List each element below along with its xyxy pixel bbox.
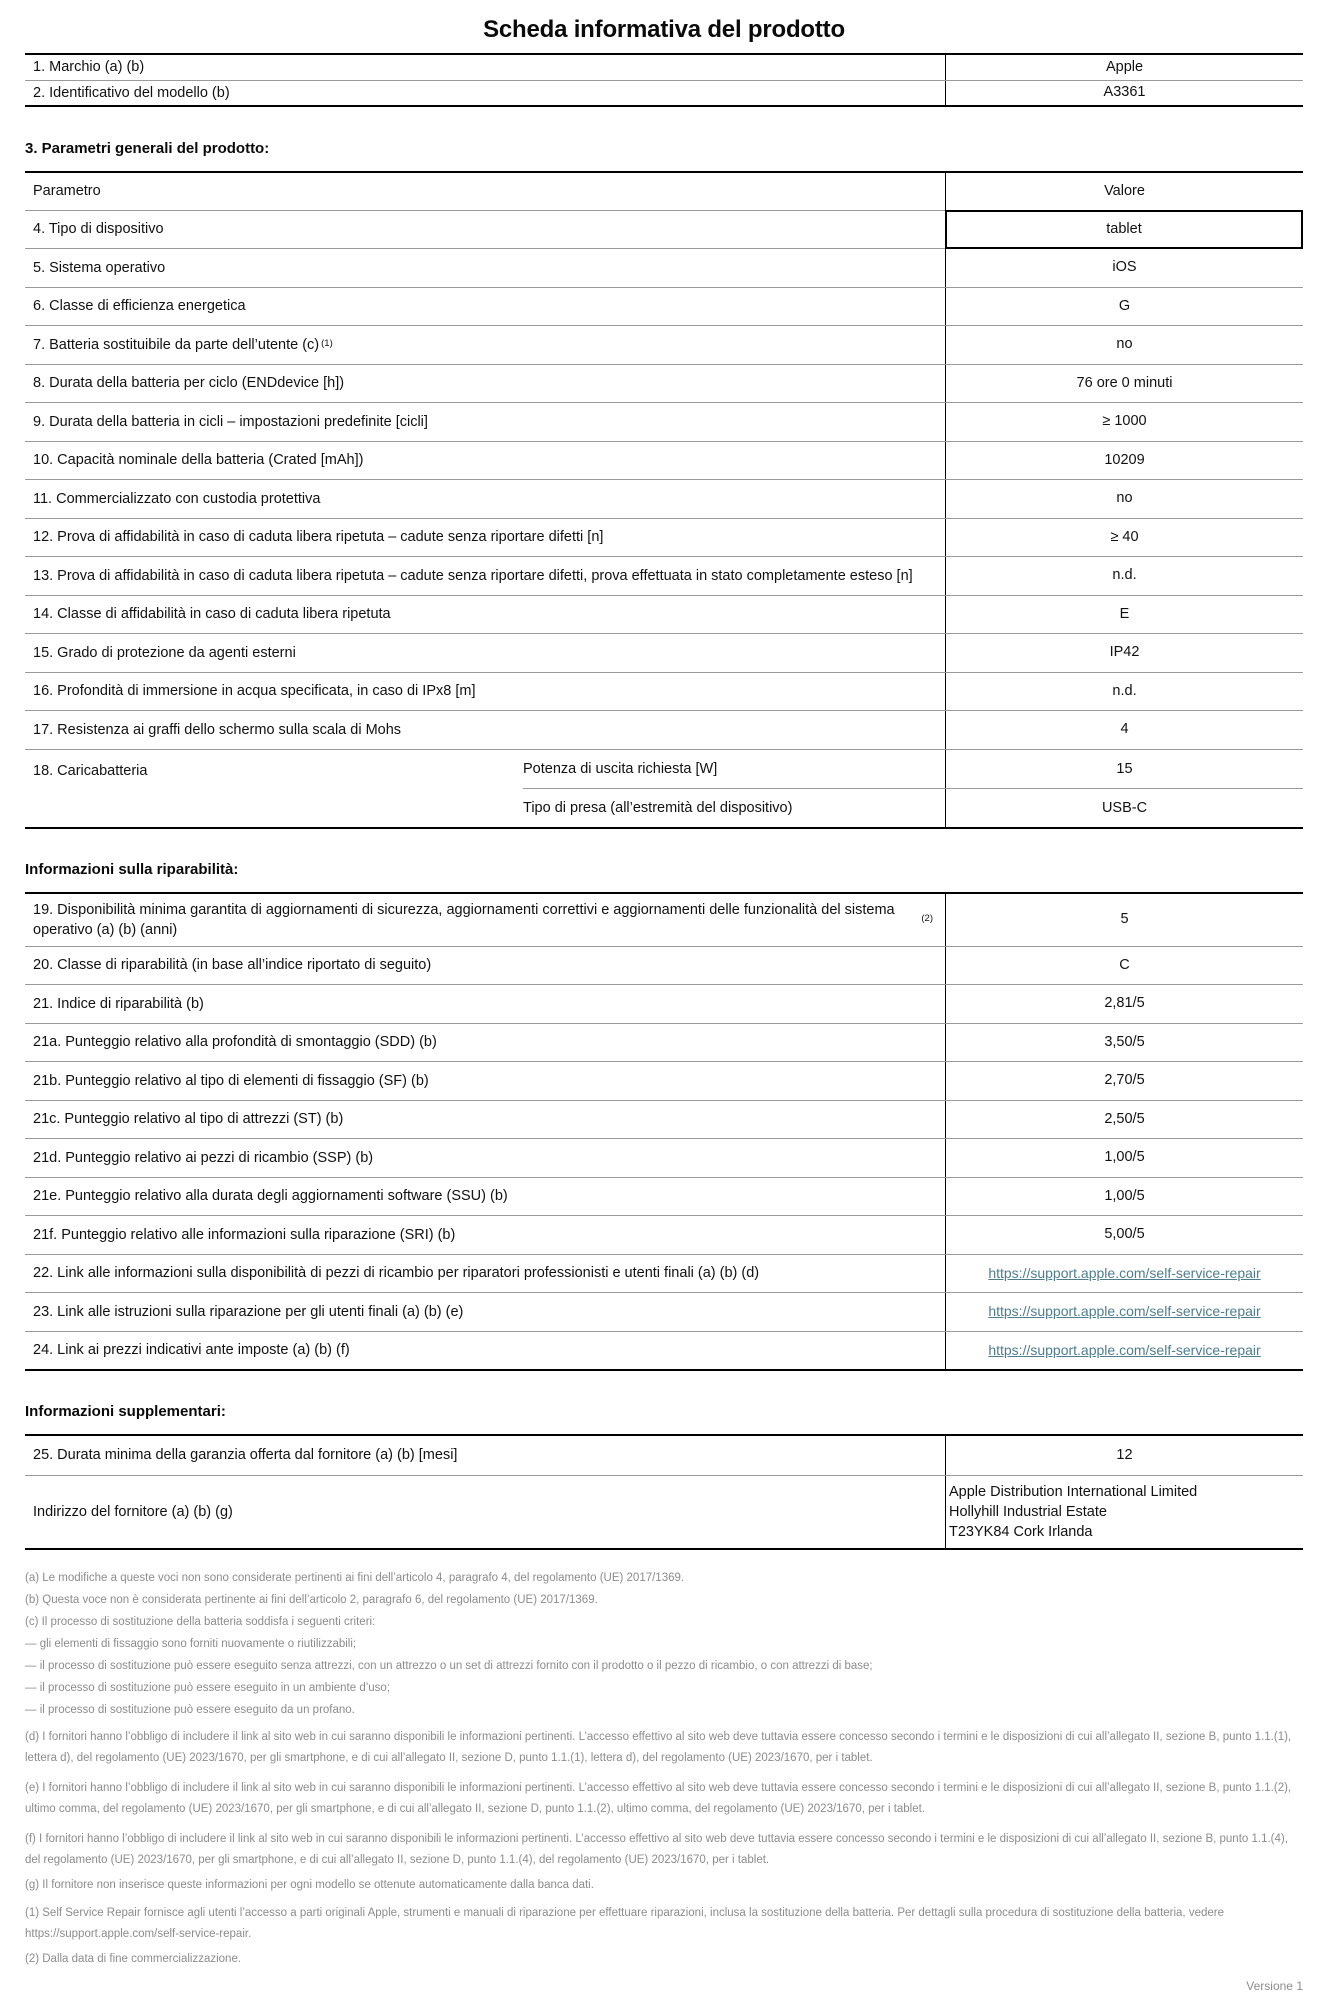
param-value: n.d. <box>945 673 1303 711</box>
table-header-row <box>25 173 1303 210</box>
param-label-text: 19. Disponibilità minima garantita di aggiornamenti di sicurezza, aggiornamenti correttivi e aggiornamenti delle funzionalità del sistema operativo (a) (b) (anni) <box>33 901 895 938</box>
address-line: T23YK84 Cork Irlanda <box>949 1523 1093 1540</box>
param-label: 21b. Punteggio relativo al tipo di elementi di fissaggio (SF) (b) <box>33 1072 429 1089</box>
address-line: Hollyhill Industrial Estate <box>949 1503 1107 1520</box>
param-value: 5,00/5 <box>945 1216 1303 1254</box>
section-heading-supplementary: Informazioni supplementari: <box>25 1403 226 1420</box>
param-value: Apple <box>945 55 1303 80</box>
pretax-prices-link[interactable]: https://support.apple.com/self-service-repair <box>988 1341 1261 1358</box>
param-value: 2,81/5 <box>945 985 1303 1023</box>
param-value: n.d. <box>945 557 1303 595</box>
supplementary-table <box>25 1434 1303 1550</box>
footnote: (a) Le modifiche a queste voci non sono considerate pertinenti ai fini dell’articolo 4, paragrafo 4, del regolamento (UE) 2017/1369. <box>25 1571 685 1584</box>
product-info-sheet <box>0 16 1328 2013</box>
param-label: 21e. Punteggio relativo alla durata degli aggiornamenti software (SSU) (b) <box>33 1188 508 1205</box>
column-header-valore: Valore <box>945 173 1303 210</box>
param-label: 17. Resistenza ai graffi dello schermo sulla scala di Mohs <box>33 721 402 738</box>
table-row <box>25 595 1303 634</box>
footnote: (1) Self Service Repair fornisce agli utenti l’accesso a parti originali Apple, strumenti e manuali di riparazione per effettuare riparazioni, inclusa la sostituzione della batteria. Per dettagli sulla procedura di sostituzione della batteria, vedere https://support.apple.com/self-service-repair. <box>25 1906 1224 1940</box>
param-label: 8. Durata della batteria per ciclo (ENDdevice [h]) <box>33 375 345 392</box>
param-value: USB-C <box>945 789 1303 827</box>
param-value: 3,50/5 <box>945 1024 1303 1062</box>
column-header-parametro: Parametro <box>33 183 101 199</box>
product-id-table <box>25 53 1303 107</box>
table-row <box>25 479 1303 518</box>
footnote: — il processo di sostituzione può essere eseguito senza attrezzi, con un attrezzo o un set di attrezzi fornito con il prodotto o il pezzo di ricambio, o con attrezzi di base; <box>25 1659 873 1672</box>
param-label: Indirizzo del fornitore (a) (b) (g) <box>33 1503 233 1520</box>
footnote: (g) Il fornitore non inserisce queste informazioni per ogni modello se ottenute automaticamente dalla banca dati. <box>25 1879 594 1891</box>
table-row <box>25 1023 1303 1062</box>
param-label: 19. Disponibilità minima garantita di aggiornamenti di sicurezza, aggiornamenti correttivi e aggiornamenti delle funzionalità del sistema operativo (a) (b) (anni) $^{(2)}$ <box>33 901 933 938</box>
page-title: Scheda informativa del prodotto <box>483 16 845 43</box>
param-value: 15 <box>945 750 1303 789</box>
param-value: C <box>945 947 1303 985</box>
param-value: 4 <box>945 711 1303 749</box>
footnote: (d) I fornitori hanno l’obbligo di includere il link al sito web in cui saranno disponibili le informazioni pertinenti. L’accesso effettivo al sito web deve tuttavia essere concesso secondo i termini e le disposizioni di cui all’allegato II, sezione B, punto 1.1.(1), lettera d), del regolamento (UE) 2023/1670, per gli smartphone, e di cui all’allegato II, sezione D, punto 1.1.(1), lettera d), del regolamento (UE) 2023/1670, per i tablet. <box>25 1731 1292 1764</box>
param-value: E <box>945 596 1303 634</box>
table-row <box>25 1100 1303 1139</box>
footnote: (f) I fornitori hanno l’obbligo di includere il link al sito web in cui saranno disponibili le informazioni pertinenti. L’accesso effettivo al sito web deve tuttavia essere concesso secondo i termini e le disposizioni di cui all’allegato II, sezione B, punto 1.1.(4), del regolamento (UE) 2023/1670, per gli smartphone, e di cui all’allegato II, sezione D, punto 1.1.(4), del regolamento (UE) 2023/1670, per i tablet. <box>25 1833 1288 1866</box>
table-row <box>25 248 1303 287</box>
param-label: 21c. Punteggio relativo al tipo di attrezzi (ST) (b) <box>33 1111 344 1128</box>
param-label: 13. Prova di affidabilità in caso di caduta libera ripetuta – cadute senza riportare difetti, prova effettuata in stato completamente esteso [n] <box>33 567 913 584</box>
param-label: 21a. Punteggio relativo alla profondità di smontaggio (SDD) (b) <box>33 1034 437 1051</box>
charger-row <box>25 749 1303 827</box>
param-label: 9. Durata della batteria in cicli – impostazioni predefinite [cicli] <box>33 413 428 430</box>
param-label: 14. Classe di affidabilità in caso di caduta libera ripetuta <box>33 606 391 623</box>
param-value: no <box>945 326 1303 364</box>
param-label: 12. Prova di affidabilità in caso di caduta libera ripetuta – cadute senza riportare difetti [n] <box>33 529 604 546</box>
param-value: 1,00/5 <box>945 1178 1303 1216</box>
param-value: 76 ore 0 minuti <box>945 365 1303 403</box>
table-row <box>25 364 1303 403</box>
table-row <box>25 210 1303 249</box>
param-label: 20. Classe di riparabilità (in base all’indice riportato di seguito) <box>33 957 432 974</box>
table-row <box>25 518 1303 557</box>
footnote: — il processo di sostituzione può essere eseguito in un ambiente d’uso; <box>25 1681 391 1694</box>
charger-sub-rows <box>523 750 1303 827</box>
footnote: — il processo di sostituzione può essere eseguito da un profano. <box>25 1703 355 1716</box>
device-type-value: tablet <box>945 210 1303 250</box>
table-row <box>25 1061 1303 1100</box>
repair-instructions-link[interactable]: https://support.apple.com/self-service-repair <box>988 1303 1261 1320</box>
param-value: IP42 <box>945 634 1303 672</box>
table-row <box>25 984 1303 1023</box>
param-label: Potenza di uscita richiesta [W] <box>523 760 718 777</box>
param-value: G <box>945 288 1303 326</box>
param-label: 11. Commercializzato con custodia protettiva <box>33 490 321 507</box>
param-label: 10. Capacità nominale della batteria (Crated [mAh]) <box>33 452 364 469</box>
param-value: 5 <box>945 894 1303 946</box>
spare-parts-availability-link[interactable]: https://support.apple.com/self-service-repair <box>988 1264 1261 1281</box>
table-row <box>25 287 1303 326</box>
table-row <box>523 788 1303 827</box>
table-row <box>25 672 1303 711</box>
param-label: 16. Profondità di immersione in acqua specificata, in caso di IPx8 [m] <box>33 683 476 700</box>
param-label: 1. Marchio (a) (b) <box>33 59 145 76</box>
table-row <box>25 402 1303 441</box>
param-value <box>945 1293 1303 1331</box>
param-label: 18. Caricabatteria <box>33 762 148 779</box>
param-label: 7. Batteria sostituibile da parte dell’utente (c) $^{(1)}$ <box>33 336 333 353</box>
param-label: 21d. Punteggio relativo ai pezzi di ricambio (SSP) (b) <box>33 1149 374 1166</box>
table-row <box>25 1138 1303 1177</box>
table-row <box>523 750 1303 789</box>
param-label: 2. Identificativo del modello (b) <box>33 84 230 101</box>
param-label: 23. Link alle istruzioni sulla riparazione per gli utenti finali (a) (b) (e) <box>33 1303 464 1320</box>
section-heading-general: 3. Parametri generali del prodotto: <box>25 139 270 157</box>
address-line: Apple Distribution International Limited <box>949 1483 1198 1500</box>
general-parameters-table <box>25 171 1303 829</box>
param-value: ≥ 40 <box>945 519 1303 557</box>
table-row <box>25 55 1303 80</box>
table-row <box>25 1177 1303 1216</box>
supplier-address <box>945 1476 1303 1548</box>
param-value: iOS <box>945 249 1303 287</box>
param-label: Tipo di presa (all’estremità del dispositivo) <box>523 799 793 816</box>
param-label: 15. Grado di protezione da agenti esterni <box>33 644 296 661</box>
table-row <box>25 1475 1303 1548</box>
table-row <box>25 1292 1303 1331</box>
footnote: (c) Il processo di sostituzione della batteria soddisfa i seguenti criteri: <box>25 1615 376 1628</box>
param-label: 22. Link alle informazioni sulla disponibilità di pezzi di ricambio per riparatori professionisti e utenti finali (a) (b) (d) <box>33 1265 760 1282</box>
param-value: 2,50/5 <box>945 1101 1303 1139</box>
param-value: A3361 <box>945 81 1303 105</box>
table-row <box>25 946 1303 985</box>
table-row <box>25 710 1303 749</box>
table-row <box>25 1215 1303 1254</box>
table-row <box>25 441 1303 480</box>
param-label: 21f. Punteggio relativo alle informazioni sulla riparazione (SRI) (b) <box>33 1226 456 1243</box>
param-value: 2,70/5 <box>945 1062 1303 1100</box>
param-label: 6. Classe di efficienza energetica <box>33 298 246 315</box>
param-value: 12 <box>945 1436 1303 1475</box>
footnote: — gli elementi di fissaggio sono forniti nuovamente o riutilizzabili; <box>25 1637 357 1650</box>
param-label: 4. Tipo di dispositivo <box>33 221 164 238</box>
param-value: 1,00/5 <box>945 1139 1303 1177</box>
version-label: Versione 1 <box>1246 1979 1303 1993</box>
param-label: 5. Sistema operativo <box>33 259 166 276</box>
table-row <box>25 894 1303 946</box>
param-label: 25. Durata minima della garanzia offerta dal fornitore (a) (b) [mesi] <box>33 1447 458 1464</box>
table-row <box>25 556 1303 595</box>
param-label: 21. Indice di riparabilità (b) <box>33 995 204 1012</box>
param-value: no <box>945 480 1303 518</box>
param-value <box>945 1255 1303 1293</box>
table-row <box>25 325 1303 364</box>
footnote: (b) Questa voce non è considerata pertinente ai fini dell’articolo 2, paragrafo 6, del regolamento (UE) 2017/1369. <box>25 1593 598 1606</box>
footnote: (e) I fornitori hanno l’obbligo di includere il link al sito web in cui saranno disponibili le informazioni pertinenti. L’accesso effettivo al sito web deve tuttavia essere concesso secondo i termini e le disposizioni di cui all’allegato II, sezione B, punto 1.1.(2), ultimo comma, del regolamento (UE) 2023/1670, per gli smartphone, e di cui all’allegato II, sezione D, punto 1.1.(2), ultimo comma, del regolamento (UE) 2023/1670, per i tablet. <box>25 1782 1292 1815</box>
footnote: (2) Dalla data di fine commercializzazione. <box>25 1952 242 1965</box>
table-row <box>25 1331 1303 1370</box>
table-row <box>25 1436 1303 1475</box>
section-heading-repairability: Informazioni sulla riparabilità: <box>25 860 239 878</box>
param-value: 10209 <box>945 442 1303 480</box>
param-value: ≥ 1000 <box>945 403 1303 441</box>
param-label: 24. Link ai prezzi indicativi ante imposte (a) (b) (f) <box>33 1342 350 1359</box>
footnotes-section <box>25 1571 1303 1968</box>
repairability-table <box>25 892 1303 1372</box>
param-label-text: 7. Batteria sostituibile da parte dell’utente (c) <box>33 336 320 353</box>
param-value <box>945 1332 1303 1370</box>
table-row <box>25 633 1303 672</box>
table-row <box>25 1254 1303 1293</box>
table-row <box>25 80 1303 105</box>
